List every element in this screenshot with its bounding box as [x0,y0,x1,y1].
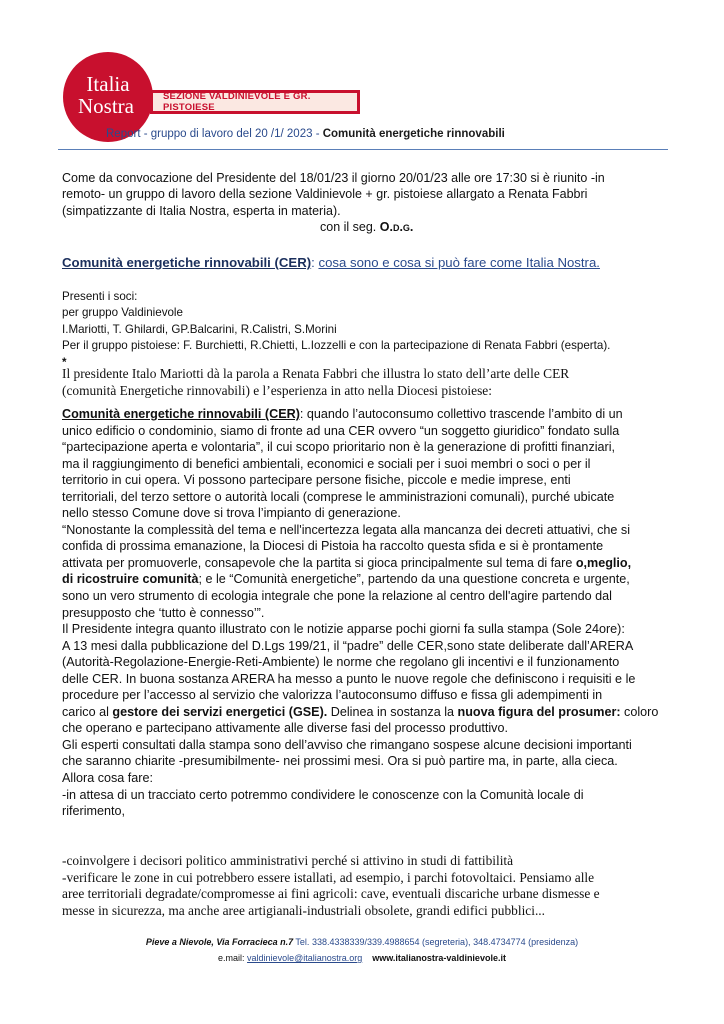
heading-bold: Comunità energetiche rinnovabili (CER) [62,255,312,270]
body-line: Gli esperti consultati dalla stampa sono dell’avviso che rimangano sospese alcune decisioni importanti [62,737,632,752]
body-line [62,571,668,588]
body-line: procedure per l’accesso al servizio che valorizza l’autoconsumo diffuso e fissa gli adempimenti in [62,688,603,703]
odg-prefix: con il seg. [320,220,380,235]
body-line: (Autorità-Regolazione-Energie-Reti-Ambiente) le norme che regolano gli incentivi e il funzionamento [62,655,620,670]
body-line [62,406,668,423]
body-line: Allora cosa fare: [62,771,153,786]
body-line: che operano e partecipano attivamente alle diverse fasi del processo produttivo. [62,721,508,736]
president-paragraph [62,366,668,399]
body-line: presupposto che ‘tutto è connesso’”. [62,605,265,620]
body-text: : quando l’autoconsumo collettivo trascende l’ambito di un [299,407,623,421]
body-line: ma il raggiungimento di benefici ambientali, economici e sociali per i suoi membri o soci o per il [62,456,591,471]
body-line: territorio in cui opera. Vi possono partecipare persone fisiche, piccole e medie imprese, enti [62,473,571,488]
body-line: -in attesa di un tracciato certo potremmo condividere le conoscenze con la Comunità locale di [62,787,584,802]
body-line: “partecipazione aperta e volontaria”, il cui scopo prioritario non è la generazione di profitti finanziari, [62,440,616,455]
heading-rest: cosa sono e cosa si può fare come Italia Nostra. [318,255,600,270]
president-line: (comunità Energetiche rinnovabili) e l’esperienza in atto nella Diocesi pistoiese: [62,382,492,398]
body-bold: nuova figura del prosumer: [457,704,621,719]
email-label: e.mail: [218,953,248,963]
attendees-separator: * [62,355,67,369]
body-line: riferimento, [62,804,125,819]
website-link[interactable]: www.italianostra-valdinievole.it [372,953,506,963]
body-bold: o,meglio, [575,555,632,570]
heading-colon: : [311,255,319,270]
list-item: messe in sicurezza, ma anche aree artigianali-industriali obsolete, grandi edifici pubblici... [62,902,545,918]
body-line [62,555,668,572]
email-link[interactable]: valdinievole@italianostra.org [247,953,363,963]
report-prefix: Report - gruppo di lavoro del 20 /1/ 2023 - [106,128,323,140]
body-bold: di ricostruire comunità [62,572,199,587]
body-line: Il Presidente integra quanto illustrato con le notizie apparse pochi giorni fa sulla stampa (Sole 24ore): [62,622,625,637]
report-topic: Comunità energetiche rinnovabili [322,128,505,140]
attendees-line: Per il gruppo pistoiese: F. Burchietti, R.Chietti, L.Iozzelli e con la partecipazione di Renata Fabbri (esperta). [62,339,611,353]
attendees-line: Presenti i soci: [62,290,138,303]
attendees-line: per gruppo Valdinievole [62,306,183,320]
body-line: che saranno chiarite -presumibilmente- nei prossimi mesi. Ora si può partire ma, in parte, alla cieca. [62,754,618,769]
phone-numbers: Tel. 338.4338339/339.4988654 (segreteria), 348.4734774 (presidenza) [293,937,579,947]
body-line: delle CER. In buona sostanza ARERA ha messo a punto le nuove regole che definiscono i requisiti e le [62,671,636,686]
body-line [62,704,668,721]
footer-address [0,937,724,947]
body-line: confida di prossima emanazione, la Diocesi di Pistoia ha raccolto questa sfida e si è prontamente [62,539,604,554]
body-bold: gestore dei servizi energetici (GSE). [112,704,328,719]
odg-label: O.d.g. [379,220,414,235]
cer-definition-term: Comunità energetiche rinnovabili (CER) [62,407,300,421]
header-divider [58,149,668,150]
president-line: Il presidente Italo Mariotti dà la parola a Renata Fabbri che illustra lo stato dell’arte delle CER [62,366,570,381]
logo-line1: Italia [86,72,130,96]
intro-line: remoto- un gruppo di lavoro della sezione Valdinievole + gr. pistoiese allargato a Renata Fabbri [62,187,588,202]
body-text: coloro [620,704,659,719]
main-body [62,406,668,820]
address: Pieve a Nievole, Via Forracieca n.7 [145,937,294,947]
report-title [106,128,505,140]
list-item: aree territoriali degradate/compromesse ai fini agricoli: cave, eventuali discariche urbane dismesse e [62,886,600,902]
logo-line2: Nostra [78,94,134,118]
body-line: A 13 mesi dalla pubblicazione del D.Lgs 199/21, il “padre” delle CER,sono state deliberate dall’ARERA [62,638,634,653]
body-text: Delinea in sostanza la [327,704,458,719]
footer-contacts [0,953,724,963]
odg-line [62,219,668,235]
body-text: ; e le “Comunità energetiche”, partendo da una questione concreta e urgente, [198,572,630,587]
body-text: carico al [62,704,113,719]
body-line: territoriali, del terzo settore o autorità locali (comprese le amministrazioni comunali), purché ubicate [62,489,615,504]
list-item: -verificare le zone in cui potrebbero essere istallati, ad esempio, i parchi fotovoltaici. Pensiamo alle [62,869,595,885]
section-label-box [150,90,360,114]
body-line: unico edificio o condominio, siamo di fronte ad una CER ovvero “un soggetto giuridico” fondato sulla [62,423,620,438]
body-line: nello stesso Comune dove si trova l’impianto di generazione. [62,506,401,521]
body-line: “Nonostante la complessità del tema e nell'incertezza legata alla mancanza dei decreti attuativi, che si [62,522,631,537]
topic-heading [62,255,600,270]
intro-line: (simpatizzante di Italia Nostra, esperta in materia). [62,203,341,218]
attendees-block [62,289,668,371]
section-label: SEZIONE VALDINIEVOLE E GR. PISTOIESE [153,93,357,111]
intro-line: Come da convocazione del Presidente del 18/01/23 il giorno 20/01/23 alle ore 17:30 si è riunito -in [62,171,605,185]
list-item: -coinvolgere i decisori politico amministrativi perché si attivino in studi di fattibilità [62,853,514,868]
body-line: sono un vero strumento di ecologia integrale che pone la relazione al centro dell'agire partendo dal [62,589,612,604]
closing-list [62,853,668,919]
body-text: attivata per promuoverle, consapevole che la partita si gioca principalmente sul tema di fare [62,555,576,570]
intro-paragraph [62,170,668,236]
attendees-line: I.Mariotti, T. Ghilardi, GP.Balcarini, R.Calistri, S.Morini [62,322,337,336]
